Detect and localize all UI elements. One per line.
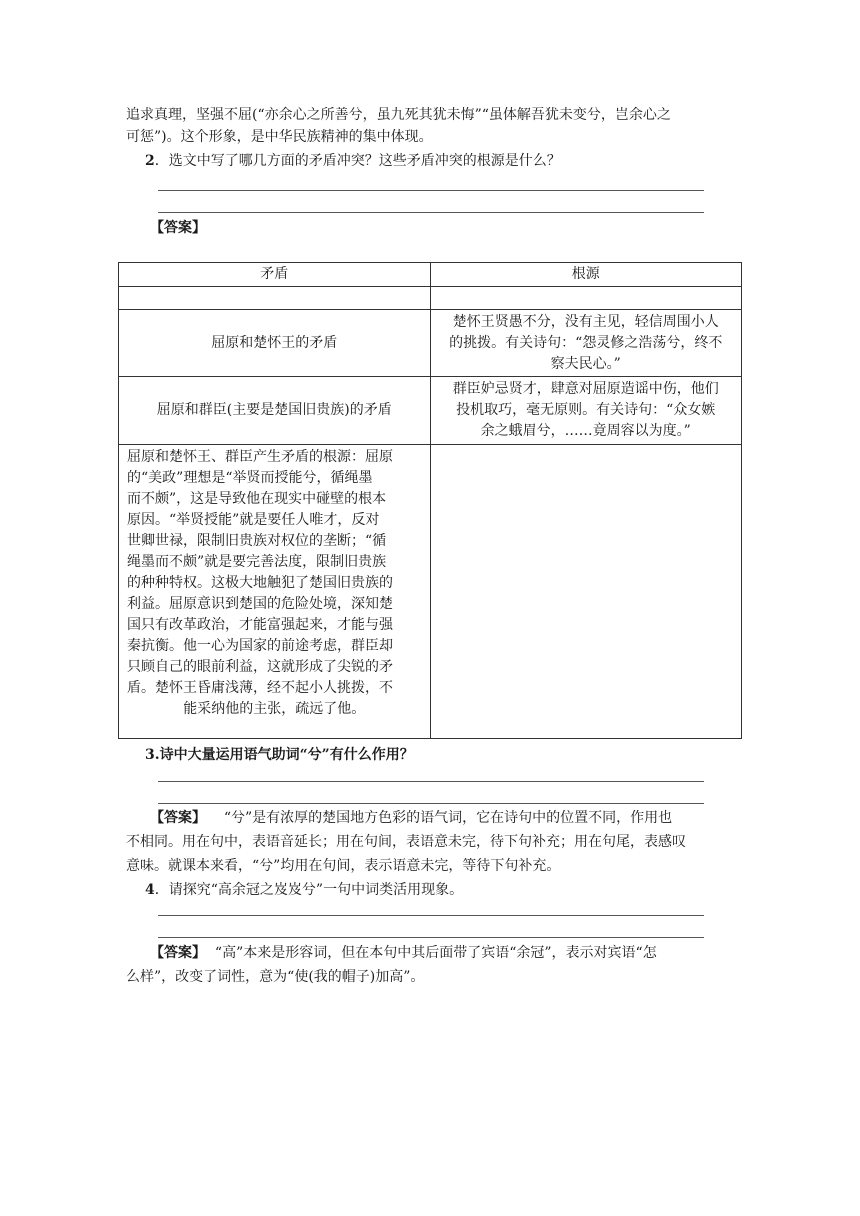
table-cell-line: 秦抗衡。他一心为国家的前途考虑，群臣却 [127,638,393,654]
answer-4-line-1 [150,942,740,964]
intro-line-1: 追求真理，坚强不屈(“亦余心之所善兮，虽九死其犹未悔”“虽体解吾犹未变兮，岂余心之 [126,107,671,123]
answer-blank-line [158,190,704,191]
question-2-number: 2 [145,153,155,169]
table-cell-line: 国只有改革政治，才能富强起来，才能与强 [127,617,393,633]
answer-3-text: “兮”是有浓厚的楚国地方色彩的语气词，它在诗句中的位置不同，作用也 [223,810,673,826]
answer-blank-line [158,915,704,916]
answer-blank-line [158,212,704,213]
table-row-root-cause [119,445,742,739]
table-cell-line: 的“美政”理想是“举贤而授能兮，循绳墨 [127,470,373,486]
table-cell-line: 只顾自己的眼前利益，这就形成了尖锐的矛 [127,659,393,675]
table-cell [430,287,742,310]
answer-blank-line [158,803,704,804]
answer-label: 【答案】 [150,220,206,236]
table-cell-line: 群臣妒忌贤才，肆意对屈原造谣中伤，他们 [452,381,719,397]
question-2-text: ．选文中写了哪几方面的矛盾冲突？这些矛盾冲突的根源是什么？ [154,153,561,169]
table-cell-line: 察夫民心。” [550,355,621,372]
table-cell-contradiction: 屈原和楚怀王的矛盾 [119,310,431,377]
table-cell [430,445,742,739]
table-cell-line: 的挑拨。有关诗句：“怨灵修之浩荡兮，终不 [449,334,723,351]
table-cell-contradiction: 屈原和群臣(主要是楚国旧贵族)的矛盾 [119,377,431,445]
answer-3-line-3: 意味。就课本来看，“兮”均用在句间，表示语意未完，等待下句补充。 [126,858,561,874]
answer-blank-line [158,937,704,938]
answer-3-line-2: 不相同。用在句中，表语音延长；用在句间，表语意未完，待下句补充；用在句尾，表感叹 [126,834,686,850]
question-2 [145,150,745,172]
intro-line-2: 可惩”)。这个形象，是中华民族精神的集中体现。 [126,129,433,145]
table-cell-line: 世卿世禄，限制旧贵族对权位的垄断；“循 [127,533,387,549]
table-cell-line: 余之蛾眉兮，……竟周容以为度。” [480,423,691,439]
answer-3-line-1 [150,807,740,829]
table-row [119,377,742,445]
table-cell-root [430,310,742,377]
table-cell-line: 能采纳他的主张，疏远了他。 [183,701,366,717]
answer-4-line-2: 么样”，改变了词性，意为“使(我的帽子)加高”。 [126,969,425,985]
table-cell-line: 楚怀王贤愚不分，没有主见，轻信周围小人 [452,313,719,330]
table-header-row [119,263,742,287]
answer-blank-line [158,781,704,782]
question-3-text: 3.诗中大量运用语气助词“兮”有什么作用？ [145,747,414,763]
question-3 [145,744,745,766]
answer-label: 【答案】 [150,810,206,826]
question-4-number: 4 [145,882,155,898]
table-cell-root-cause [119,445,431,739]
table-row [119,310,742,377]
table-cell-line: 盾。楚怀王昏庸浅薄，经不起小人挑拨，不 [127,680,393,696]
table-header-cell: 根源 [430,263,742,287]
table-cell-line: 绳墨而不颇”就是要完善法度，限制旧贵族 [127,554,387,570]
table-cell-line: 屈原和楚怀王、群臣产生矛盾的根源：屈原 [127,449,393,465]
question-4 [145,879,745,901]
table-cell [119,287,431,310]
answer-4-text: “高”本来是形容词，但在本句中其后面带了宾语“余冠”，表示对宾语“怎 [214,945,657,961]
contradiction-table [118,262,742,739]
table-cell-root [430,377,742,445]
question-4-text: ．请探究“高余冠之岌岌兮”一句中词类活用现象。 [154,882,464,898]
table-cell-line: 利益。屈原意识到楚国的危险处境，深知楚 [127,596,393,612]
table-cell-line: 的种种特权。这极大地触犯了楚国旧贵族的 [127,575,393,591]
table-cell-line: 而不颇”，这是导致他在现实中碰壁的根本 [127,491,387,507]
answer-label: 【答案】 [150,945,206,961]
table-cell-line: 投机取巧，毫无原则。有关诗句：“众女嫉 [456,402,716,418]
table-row-empty [119,287,742,310]
table-header-cell: 矛盾 [119,263,431,287]
table-cell-line: 原因。“举贤授能”就是要任人唯才，反对 [127,512,380,528]
